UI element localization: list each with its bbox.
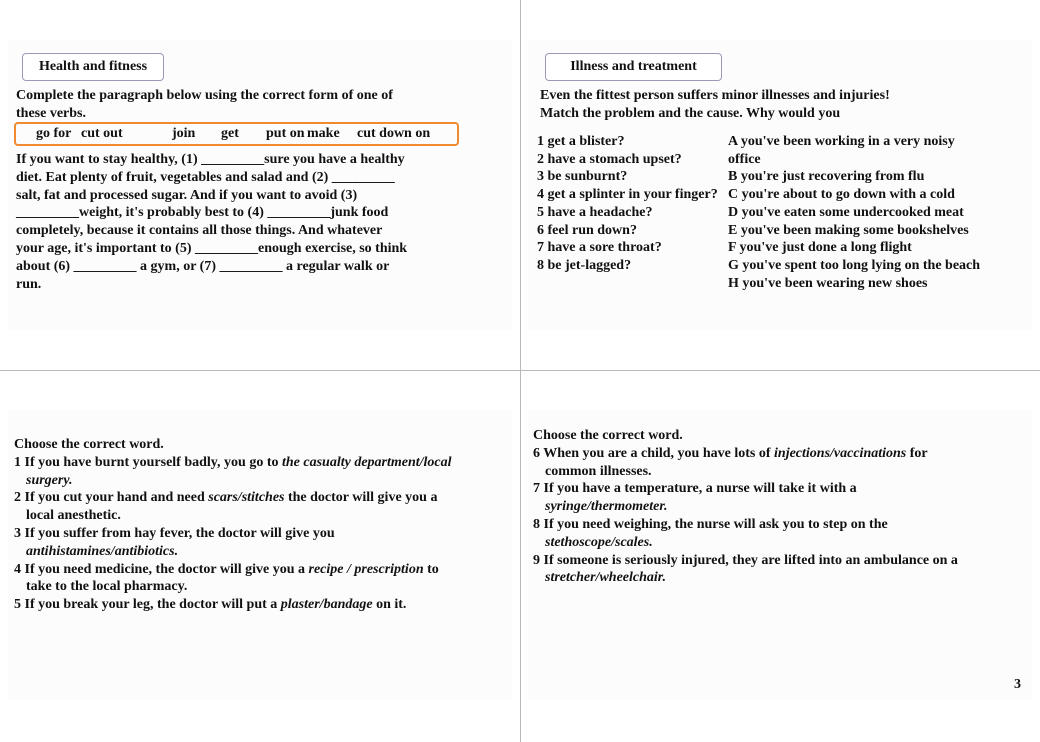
paragraph-line: your age, it's important to (5) _________enough exercise, so think <box>16 241 408 256</box>
health-title: Health and fitness <box>38 59 148 74</box>
verb-make: make <box>307 126 340 141</box>
word-line: 9 If someone is seriously injured, they are lifted into an ambulance on a <box>533 552 958 568</box>
cause-item: G you've spent too long lying on the beach <box>728 258 981 273</box>
cause-item: D you've eaten some undercooked meat <box>728 205 964 220</box>
word-line: stethoscope/scales. <box>545 534 653 550</box>
health-title-box <box>22 53 164 81</box>
word-line: 1 If you have burnt yourself badly, you go to the casualty department/local <box>14 454 452 470</box>
problem-item: 8 be jet-lagged? <box>537 258 632 273</box>
illness-title: Illness and treatment <box>570 59 697 74</box>
paragraph-line: diet. Eat plenty of fruit, vegetables and salad and (2) _________ <box>16 169 395 185</box>
word-line: 5 If you break your leg, the doctor will put a plaster/bandage on it. <box>14 597 407 613</box>
problem-item: 2 have a stomach upset? <box>537 152 682 167</box>
word-line: 8 If you need weighing, the nurse will ask you to step on the <box>533 517 888 532</box>
word-line: local anesthetic. <box>26 508 121 524</box>
word-line: common illnesses. <box>545 463 652 479</box>
health-instruction-line2: these verbs. <box>16 106 86 121</box>
problem-item: 3 be sunburnt? <box>537 169 628 184</box>
cause-item: C you're about to go down with a cold <box>728 187 955 202</box>
paragraph-line: completely, because it contains all those things. And whatever <box>16 223 383 239</box>
word-line: 4 If you need medicine, the doctor will give you a recipe / prescription to <box>14 561 439 577</box>
verb-cut-out: cut out <box>81 126 123 141</box>
word-line: 7 If you have a temperature, a nurse will take it with a <box>533 481 857 497</box>
illness-intro-line2: Match the problem and the cause. Why would you <box>540 106 841 121</box>
verb-go-for: go for <box>36 126 72 141</box>
word-line: take to the local pharmacy. <box>26 579 188 595</box>
cause-item: F you've just done a long flight <box>728 240 912 255</box>
problem-item: 5 have a headache? <box>537 205 653 220</box>
verb-join: join <box>172 126 196 141</box>
paragraph-line: If you want to stay healthy, (1) _________sure you have a healthy <box>16 152 405 167</box>
words-right-heading: Choose the correct word. <box>533 428 683 443</box>
problem-item: 7 have a sore throat? <box>537 240 662 255</box>
paragraph-line: _________weight, it's probably best to (4) _________junk food <box>16 205 389 221</box>
problem-item: 6 feel run down? <box>537 223 637 238</box>
cause-item: B you're just recovering from flu <box>728 169 925 184</box>
cause-item: office <box>728 152 761 167</box>
word-line: 3 If you suffer from hay fever, the doctor will give you <box>14 526 335 541</box>
problem-item: 1 get a blister? <box>537 134 625 149</box>
cause-item: A you've been working in a very noisy <box>728 134 955 149</box>
word-line: syringe/thermometer. <box>545 499 668 515</box>
cause-item: E you've been making some bookshelves <box>728 223 969 238</box>
word-line: antihistamines/antibiotics. <box>26 543 179 559</box>
paragraph-line: salt, fat and processed sugar. And if you want to avoid (3) <box>16 187 358 203</box>
cause-item: H you've been wearing new shoes <box>728 276 928 291</box>
vertical-divider <box>520 0 521 742</box>
words-left-heading: Choose the correct word. <box>14 437 164 452</box>
verb-put-on: put on <box>266 126 305 141</box>
illness-intro-line1: Even the fittest person suffers minor illnesses and injuries! <box>540 88 890 103</box>
verb-cut-down-on: cut down on <box>357 126 431 141</box>
word-line: 6 When you are a child, you have lots of injections/vaccinations for <box>533 445 928 461</box>
horizontal-divider <box>0 370 1040 371</box>
paragraph-line: about (6) _________ a gym, or (7) _________ a regular walk or <box>16 258 390 274</box>
illness-title-box <box>545 53 722 81</box>
page-number: 3 <box>1014 677 1021 692</box>
word-line: surgery. <box>26 472 73 488</box>
word-line: stretcher/wheelchair. <box>545 570 666 586</box>
paragraph-line: run. <box>16 276 42 292</box>
health-instruction-line1: Complete the paragraph below using the correct form of one of <box>16 88 393 103</box>
verb-get: get <box>221 126 239 141</box>
problem-item: 4 get a splinter in your finger? <box>537 187 718 202</box>
word-line: 2 If you cut your hand and need scars/stitches the doctor will give you a <box>14 490 438 506</box>
